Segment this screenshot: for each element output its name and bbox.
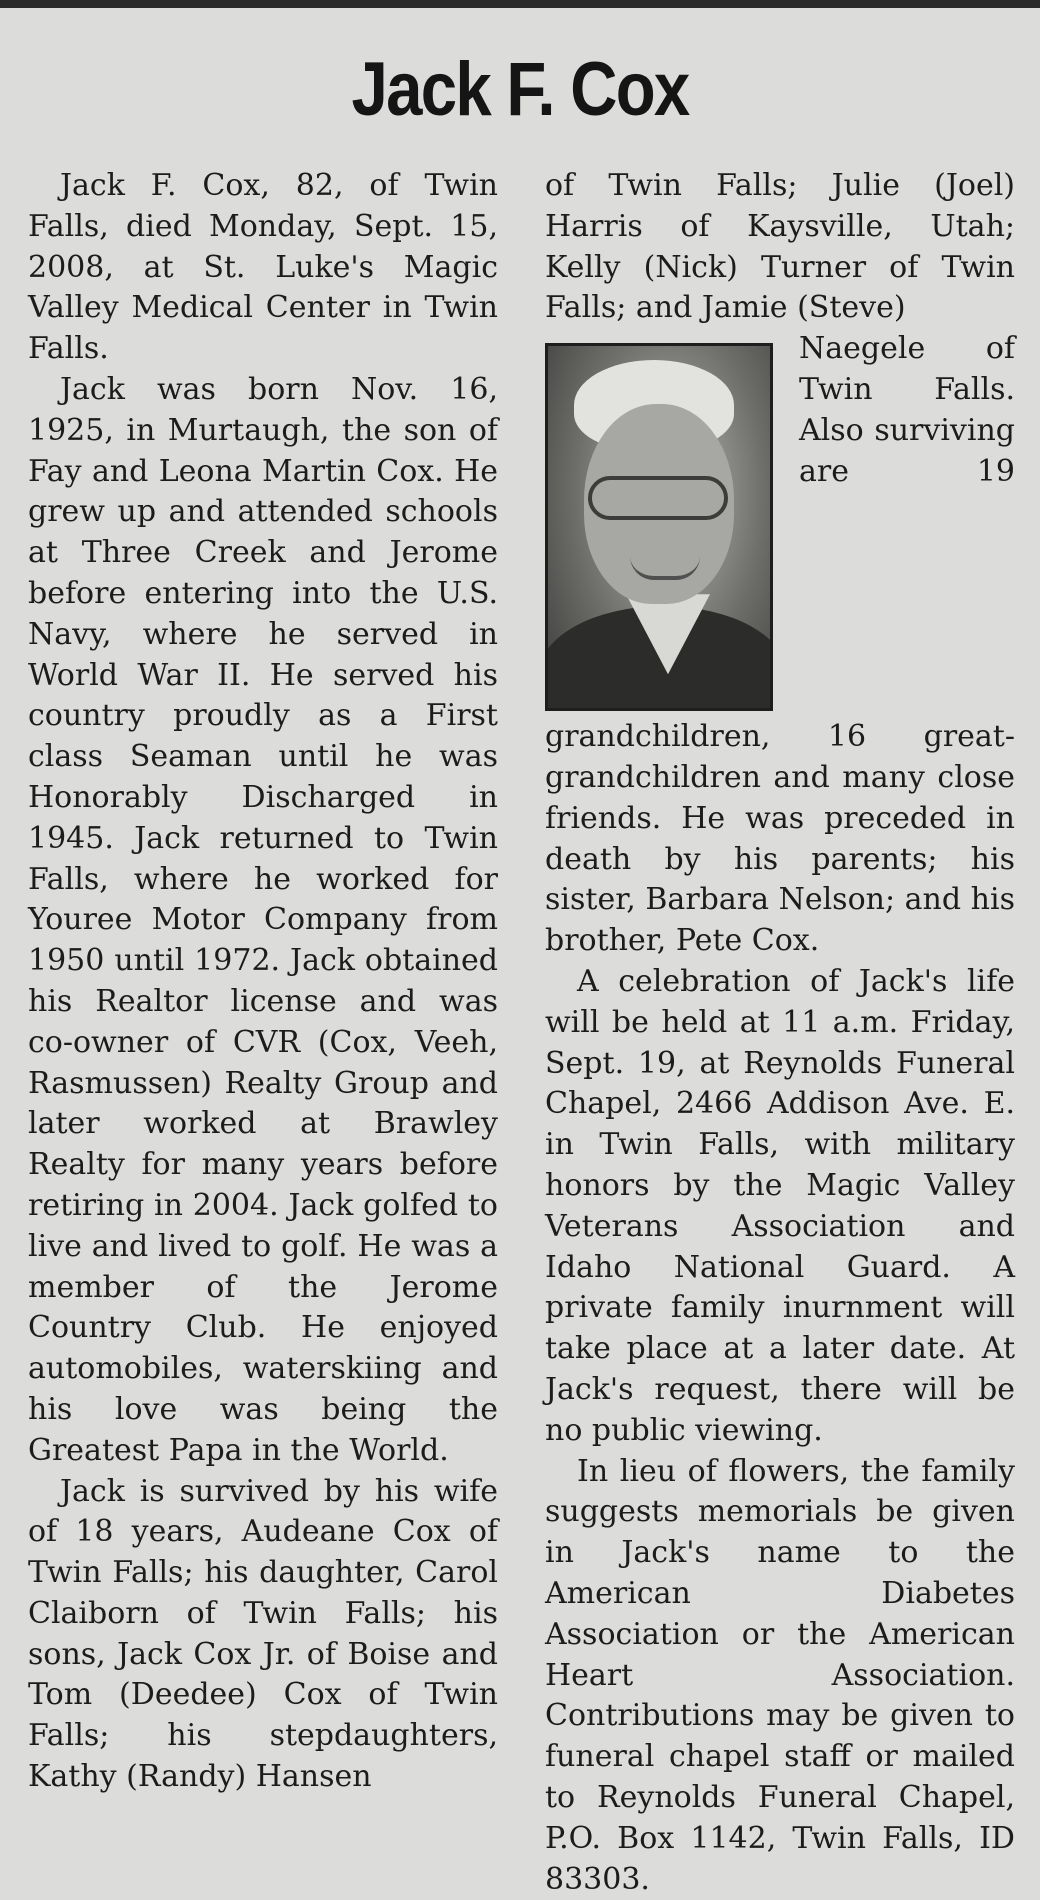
headline: Jack F. Cox	[351, 47, 689, 132]
top-rule	[0, 0, 1040, 8]
paragraph-service-details: A celebration of Jack's life will be held at 11 a.m. Friday, Sept. 19, at Reynolds Funeral Chapel, 2466 Addison Ave. E. in Twin Falls, with military honors by the Magic Valley Veterans Association and Idaho National Guard. A private family inurnment will take place at a later date. At Jack's request, there will be no public viewing.	[545, 963, 1015, 1448]
paragraph-survivors-continued	[545, 166, 1015, 962]
paragraph-survivors-start: Jack is survived by his wife of 18 years, Audeane Cox of Twin Falls; his daughter, Carol Claiborn of Twin Falls; his sons, Jack Cox Jr. of Boise and Tom (Deedee) Cox of Twin Falls; his stepdaughters, Kathy (Randy) Hansen	[28, 1473, 498, 1795]
paragraph-biography: Jack was born Nov. 16, 1925, in Murtaugh, the son of Fay and Leona Martin Cox. He grew up and attended schools at Three Creek and Jerome before entering into the U.S. Navy, where he served in World War II. He served his country proudly as a First class Seaman until he was Honorably Discharged in 1945. Jack returned to Twin Falls, where he worked for Youree Motor Company from 1950 until 1972. Jack obtained his Realtor license and was co-owner of CVR (Cox, Veeh, Rasmussen) Realty Group and later worked at Brawley Realty for many years before retiring in 2004. Jack golfed to live and lived to golf. He was a member of the Jerome Country Club. He enjoyed automobiles, waterskiing and his love was being the Greatest Papa in the World.	[28, 371, 498, 1468]
left-column	[28, 166, 498, 1798]
right-column	[545, 166, 1015, 1900]
portrait-photo	[545, 343, 773, 711]
paragraph-death-notice: Jack F. Cox, 82, of Twin Falls, died Monday, Sept. 15, 2008, at St. Luke's Magic Valley Medical Center in Twin Falls.	[28, 168, 498, 367]
paragraph-memorials: In lieu of flowers, the family suggests memorials be given in Jack's name to the American Diabetes Association or the American Heart Association. Contributions may be given to funeral chapel staff or mailed to Reynolds Funeral Chapel, P.O. Box 1142, Twin Falls, ID 83303.	[545, 1453, 1015, 1897]
survivors-continued-lead: of Twin Falls; Julie (Joel) Harris of Kaysville, Utah; Kelly (Nick) Turner of Twin Falls; and Jamie (Steve)	[545, 168, 1015, 326]
survivors-continued-text: Naegele of Twin Falls. Also surviving are 19 grandchildren, 16 great-grandchildren and many close friends. He was preceded in death by his parents; his sister, Barbara Nelson; and his brother, Pete Cox.	[545, 331, 1015, 959]
